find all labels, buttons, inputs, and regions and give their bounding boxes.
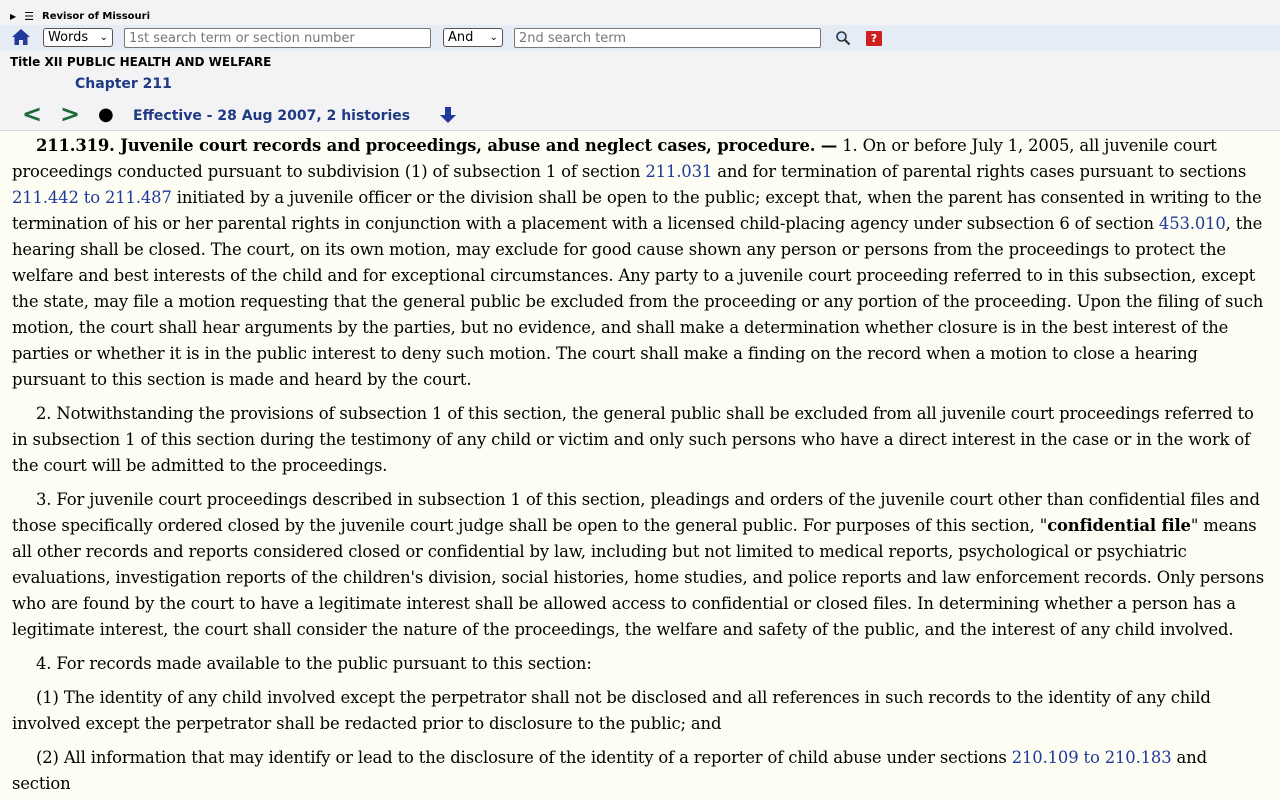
- effective-date-link[interactable]: Effective - 28 Aug 2007, 2 histories: [133, 108, 411, 124]
- search-bar: [0, 25, 1280, 51]
- second-search-term-input[interactable]: [514, 28, 821, 48]
- top-bar: [10, 9, 150, 23]
- home-icon[interactable]: [11, 27, 31, 47]
- link-211-031[interactable]: 211.031: [645, 162, 713, 181]
- link-211-442-to-211-487[interactable]: 211.442 to 211.487: [12, 188, 172, 207]
- link-453-010[interactable]: 453.010: [1158, 214, 1226, 233]
- menu-icon[interactable]: ☰: [24, 9, 35, 23]
- help-icon[interactable]: ?: [866, 31, 882, 46]
- section-heading: 211.319. Juvenile court records and proceedings, abuse and neglect cases, procedure. —: [36, 136, 838, 155]
- search-mode-select[interactable]: Words ⌄: [43, 28, 113, 47]
- arrow-down-icon[interactable]: [440, 106, 456, 124]
- section-nav: [22, 100, 128, 128]
- previous-section-button[interactable]: <: [22, 100, 43, 128]
- chevron-down-icon: ⌄: [489, 32, 498, 43]
- paragraph-1: 211.319. Juvenile court records and proceedings, abuse and neglect cases, procedure. — 1. On or before July 1, 2005, all juvenile court proceedings conducted pursuant to subdivision (1) of subsection 1 of section 211.031 and for termination of parental rights cases pursuant to sections 211.442 to 211.487 initiated by a juvenile officer or the division shall be open to the public; except that, when the parent has consented in writing to the termination of his or her parental rights in conjunction with a placement with a licensed child-placing agency under subsection 6 of section 453.010, the hearing shall be closed. The court, on its own motion, may exclude for good cause shown any person or persons from the proceedings to protect the welfare and best interests of the child and for exceptional circumstances. Any party to a juvenile court proceeding referred to in this subsection, except the state, may file a motion requesting that the general public be excluded from the proceeding or any portion of the proceeding. Upon the filing of such motion, the court shall hear arguments by the parties, but no evidence, and shall make a determination whether closure is in the best interest of the parties or whether it is in the public interest to deny such motion. The court shall make a finding on the record when a motion to close a hearing pursuant to this section is made and heard by the court.: [12, 136, 1264, 389]
- search-icon[interactable]: [835, 30, 851, 46]
- chapter-link[interactable]: Chapter 211: [75, 76, 172, 92]
- paragraph-3: 3. For juvenile court proceedings described in subsection 1 of this section, pleadings and orders of the juvenile court other than confidential files and those specifically ordered closed by the juvenile court judge shall be open to the general public. For purposes of this section, "confidential file" means all other records and reports considered closed or confidential by law, including but not limited to medical reports, psychological or psychiatric evaluations, investigation reports of the children's division, social histories, home studies, and police reports and law enforcement records. Only persons who are found by the court to have a legitimate interest shall be allowed access to confidential or closed files. In determining whether a person has a legitimate interest, the court shall consider the nature of the proceedings, the welfare and safety of the public, and the interest of any child involved.: [12, 490, 1264, 639]
- defined-term: confidential file: [1047, 516, 1191, 535]
- search-operator-select[interactable]: And ⌄: [443, 28, 503, 47]
- paragraph-4: 4. For records made available to the public pursuant to this section:: [36, 654, 592, 673]
- paragraph-6: (2) All information that may identify or lead to the disclosure of the identity of a reporter of child abuse under sections 210.109 to 210.183 and section: [12, 748, 1207, 793]
- title-line: Title XII PUBLIC HEALTH AND WELFARE: [10, 55, 272, 69]
- page-header: [0, 0, 1280, 131]
- link-210-109-to-210-183[interactable]: 210.109 to 210.183: [1011, 748, 1172, 767]
- paragraph-2: 2. Notwithstanding the provisions of subsection 1 of this section, the general public shall be excluded from all juvenile court proceedings referred to in subsection 1 of this section during the testimony of any child or victim and only such persons who have a direct interest in the case or in the work of the court will be admitted to the proceedings.: [12, 404, 1254, 475]
- chevron-down-icon: ⌄: [99, 32, 108, 43]
- expand-triangle-icon[interactable]: ▶: [10, 11, 17, 21]
- next-section-button[interactable]: >: [60, 100, 81, 128]
- site-title[interactable]: Revisor of Missouri: [42, 10, 151, 22]
- first-search-term-input[interactable]: [124, 28, 431, 48]
- paragraph-5: (1) The identity of any child involved except the perpetrator shall not be disclosed and all references in such records to the identity of any child involved except the perpetrator shall be redacted prior to disclosure to the public; and: [12, 688, 1211, 733]
- section-content: [12, 133, 1270, 800]
- current-section-dot[interactable]: ●: [98, 103, 114, 125]
